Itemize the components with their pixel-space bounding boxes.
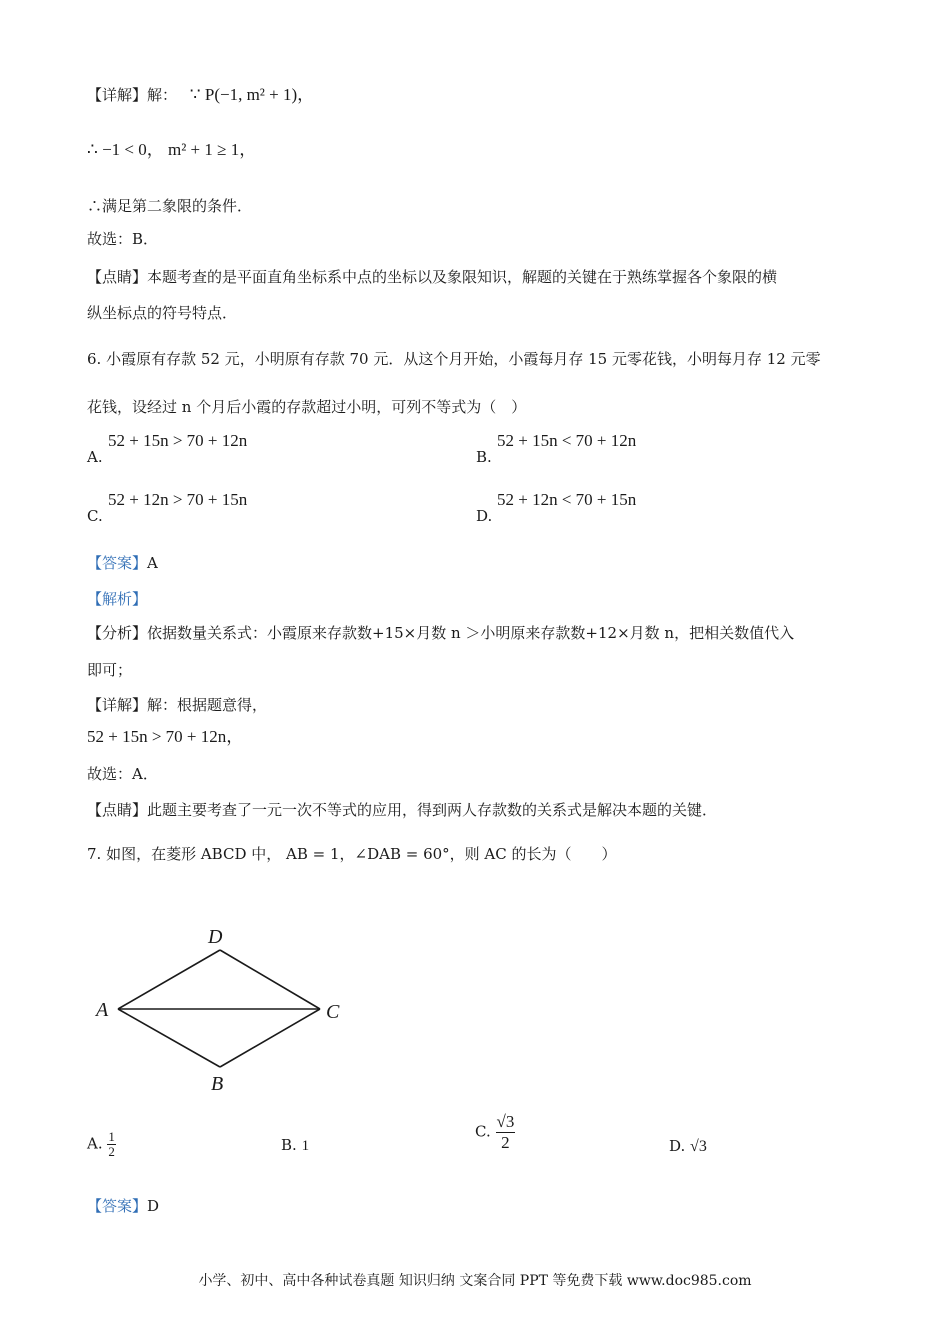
q7-answer-line xyxy=(87,1195,159,1217)
fraction-one-half xyxy=(107,1130,116,1159)
edge-ad xyxy=(118,950,220,1009)
fraction-denominator: 2 xyxy=(108,1144,115,1159)
q6-option-a-expr: 52 + 15n > 70 + 12n xyxy=(108,431,248,450)
q6-detail-math: 52 + 15n > 70 + 12n， xyxy=(87,727,244,746)
fraction-sqrt3-over-2 xyxy=(496,1112,516,1153)
q6-stem-line-2: 花钱，设经过 n 个月后小霞的存款超过小明，可列不等式为（ ） xyxy=(87,398,527,416)
q6-choose-line: 故选：A． xyxy=(87,765,158,783)
edge-dc xyxy=(220,950,320,1009)
q7-option-d-label: D. xyxy=(669,1137,686,1155)
answer-tag: 【答案】 xyxy=(87,1197,148,1215)
q7-option-a-label: A. xyxy=(87,1134,103,1153)
q7-option-b xyxy=(281,1136,309,1155)
q6-option-d-label: D. xyxy=(476,507,493,525)
q6-option-b-label: B. xyxy=(476,448,492,466)
edge-cb xyxy=(220,1009,320,1067)
q7-option-c xyxy=(475,1112,515,1153)
vertex-label-c: C xyxy=(326,1001,340,1023)
edge-ba xyxy=(118,1009,220,1067)
analysis-line-2: 即可； xyxy=(87,661,133,679)
q6-option-a-label: A. xyxy=(87,448,103,466)
q7-option-d xyxy=(669,1137,707,1156)
q6-stem-line-1: 6. 小霞原有存款 52 元，小明原有存款 70 元．从这个月开始，小霞每月存 15 元零花钱，小明每月存 12 元零 xyxy=(87,350,821,368)
analysis-line-1: 【分析】依据数量关系式：小霞原来存款数+15×月数 n ＞小明原来存款数+12×月数 n，把相关数值代入 xyxy=(87,624,795,642)
q6-option-d-expr: 52 + 12n < 70 + 15n xyxy=(497,490,637,509)
answer-value: A xyxy=(147,554,158,572)
q7-stem: 7. 如图，在菱形 ABCD 中， AB = 1，∠DAB = 60°，则 AC 的长为（ ） xyxy=(87,845,617,863)
q7-option-a xyxy=(87,1130,116,1159)
q7-option-c-label: C. xyxy=(475,1122,491,1141)
q6-option-b-expr: 52 + 15n < 70 + 12n xyxy=(497,431,637,450)
q7-option-b-label: B. xyxy=(281,1136,297,1154)
fraction-numerator: √3 xyxy=(496,1112,515,1131)
comment-line-1: 【点睛】本题考查的是平面直角坐标系中点的坐标以及象限知识，解题的关键在于熟练掌握各个象限的横 xyxy=(87,268,778,286)
detail-line xyxy=(87,84,314,106)
q6-option-c-label: C. xyxy=(87,507,103,525)
fraction-numerator: 1 xyxy=(108,1129,115,1144)
q7-option-d-value: √3 xyxy=(690,1138,707,1155)
rhombus-figure xyxy=(80,915,370,1100)
q7-option-b-value: 1 xyxy=(301,1138,310,1154)
step-line-3: ∴满足第二象限的条件． xyxy=(87,197,253,215)
detail-math: ∵ P(−1, m² + 1)， xyxy=(189,85,315,104)
page-footer: 小学、初中、高中各种试卷真题 知识归纳 文案合同 PPT 等免费下载 www.doc985.com xyxy=(198,1273,752,1289)
detail-tag: 【详解】解： xyxy=(87,86,178,104)
step-line-2: ∴ −1 < 0， m² + 1 ≥ 1， xyxy=(87,140,257,159)
analysis-tag: 【解析】 xyxy=(87,590,148,608)
q6-answer-line xyxy=(87,552,158,574)
q6-detail-line: 【详解】解：根据题意得， xyxy=(87,696,268,714)
choose-line: 故选：B． xyxy=(87,230,159,248)
vertex-label-a: A xyxy=(96,999,109,1021)
comment-line-2: 纵坐标点的符号特点． xyxy=(87,304,238,322)
answer-value: D xyxy=(147,1197,160,1215)
fraction-denominator: 2 xyxy=(501,1133,510,1152)
answer-tag: 【答案】 xyxy=(87,554,148,572)
vertex-label-b: B xyxy=(211,1073,224,1095)
vertex-label-d: D xyxy=(208,926,223,948)
q6-option-c-expr: 52 + 12n > 70 + 15n xyxy=(108,490,248,509)
q6-comment-line: 【点睛】此题主要考查了一元一次不等式的应用，得到两人存款数的关系式是解决本题的关键． xyxy=(87,801,718,819)
